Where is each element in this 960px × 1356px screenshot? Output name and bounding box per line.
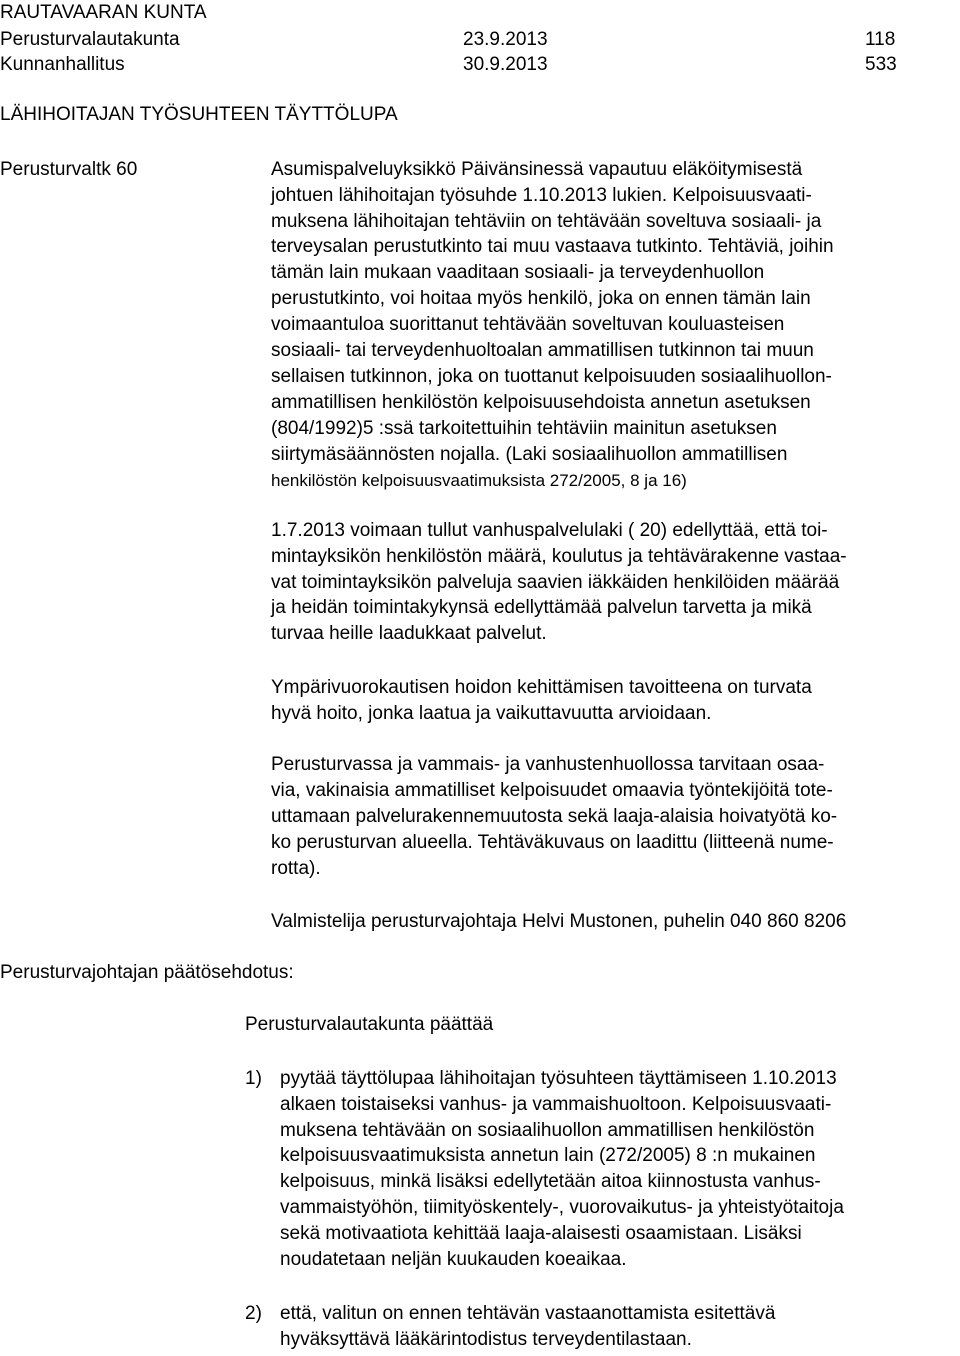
text-line: alkaen toistaiseksi vanhus- ja vammaishuoltoon. Kelpoisuusvaati-: [280, 1094, 832, 1115]
text-line: via, vakinaisia ammatilliset kelpoisuudet omaavia työntekijöitä tote-: [271, 780, 833, 801]
section-reference: Perusturvaltk 60: [0, 159, 138, 180]
text-line: sekä motivaatiota kehittää laaja-alaisesti osaamistaan. Lisäksi: [280, 1223, 802, 1244]
text-line: ko perusturvan alueella. Tehtäväkuvaus on laadittu (liitteenä nume-: [271, 832, 834, 853]
header-date-1: 23.9.2013: [463, 29, 548, 50]
proposal-label: Perusturvajohtajan päätösehdotus:: [0, 962, 294, 983]
text-line: kelpoisuusvaatimuksista annetun lain (272/2005) 8 :n mukainen: [280, 1145, 816, 1166]
text-line: voimaantuloa suorittanut tehtävään soveltuvan kouluasteisen: [271, 314, 785, 335]
text-line: kelpoisuus, minkä lisäksi edellytetään aitoa kiinnostusta vanhus-: [280, 1171, 821, 1192]
header-body-1: Perusturvalautakunta: [0, 29, 180, 50]
text-line: Perusturvassa ja vammais- ja vanhustenhuollossa tarvitaan osaa-: [271, 754, 825, 775]
text-line: tämän lain mukaan vaaditaan sosiaali- ja terveydenhuollon: [271, 262, 765, 283]
text-line: vat toimintayksikön palveluja saavien iäkkäiden henkilöiden määrää: [271, 572, 840, 593]
text-line: terveysalan perustutkinto tai muu vastaava tutkinto. Tehtäviä, joihin: [271, 236, 834, 257]
text-line: 1.7.2013 voimaan tullut vanhuspalvelulaki ( 20) edellyttää, että toi-: [271, 520, 828, 541]
text-line: Asumispalveluyksikkö Päivänsinessä vapautuu eläköitymisestä: [271, 159, 803, 180]
text-line: että, valitun on ennen tehtävän vastaanottamista esitettävä: [280, 1303, 776, 1324]
text-line: muksena lähihoitajan tehtäviin on tehtävään soveltuva sosiaali- ja: [271, 211, 822, 232]
text-line: muksena tehtävään on sosiaalihuollon ammatillisen henkilöstön: [280, 1120, 815, 1141]
text-line: noudatetaan neljän kuukauden koeaikaa.: [280, 1249, 627, 1270]
text-line: turvaa heille laadukkaat palvelut.: [271, 623, 547, 644]
org-name: RAUTAVAARAN KUNTA: [0, 2, 207, 23]
text-line: ammatillisen henkilöstön kelpoisuusehdoista annetun asetuksen: [271, 392, 811, 413]
header-number-1: 118: [865, 29, 896, 50]
text-line: rotta).: [271, 858, 321, 879]
text-line: uttamaan palvelurakennemuutosta sekä laaja-alaisia hoivatyötä ko-: [271, 806, 838, 827]
text-line: siirtymäsäännösten nojalla. (Laki sosiaalihuollon ammatillisen: [271, 444, 788, 465]
text-line: pyytää täyttölupaa lähihoitajan työsuhteen täyttämiseen 1.10.2013: [280, 1068, 837, 1089]
document-title: LÄHIHOITAJAN TYÖSUHTEEN TÄYTTÖLUPA: [0, 104, 398, 125]
text-line: perustutkinto, voi hoitaa myös henkilö, joka on ennen tämän lain: [271, 288, 811, 309]
text-line: hyvä hoito, jonka laatua ja vaikuttavuutta arvioidaan.: [271, 703, 712, 724]
item-number: 2): [245, 1303, 262, 1324]
text-line: mintayksikön henkilöstön määrä, koulutus ja tehtävärakenne vastaa-: [271, 546, 847, 567]
item-number: 1): [245, 1068, 262, 1089]
header-date-2: 30.9.2013: [463, 54, 548, 75]
text-line: sosiaali- tai terveydenhuoltoalan ammatillisen tutkinnon tai muun: [271, 340, 814, 361]
text-line: henkilöstön kelpoisuusvaatimuksista 272/2005, 8 ja 16): [271, 471, 687, 490]
text-line: Ympärivuorokautisen hoidon kehittämisen tavoitteena on turvata: [271, 677, 812, 698]
decision-heading: Perusturvalautakunta päättää: [245, 1014, 494, 1035]
text-line: hyväksyttävä lääkärintodistus terveydentilastaan.: [280, 1329, 692, 1350]
text-line: sellaisen tutkinnon, joka on tuottanut kelpoisuuden sosiaalihuollon-: [271, 366, 832, 387]
header-number-2: 533: [865, 54, 897, 75]
preparer-line: Valmistelija perusturvajohtaja Helvi Mustonen, puhelin 040 860 8206: [271, 911, 847, 932]
text-line: johtuen lähihoitajan työsuhde 1.10.2013 lukien. Kelpoisuusvaati-: [271, 185, 812, 206]
text-line: vammaistyöhön, tiimityöskentely-, vuorovaikutus- ja yhteistyötaitoja: [280, 1197, 844, 1218]
text-line: (804/1992)5 :ssä tarkoitettuihin tehtäviin mainitun asetuksen: [271, 418, 777, 439]
header-body-2: Kunnanhallitus: [0, 54, 125, 75]
text-line: ja heidän toimintakykynsä edellyttämää palvelun tarvetta ja mikä: [271, 597, 812, 618]
